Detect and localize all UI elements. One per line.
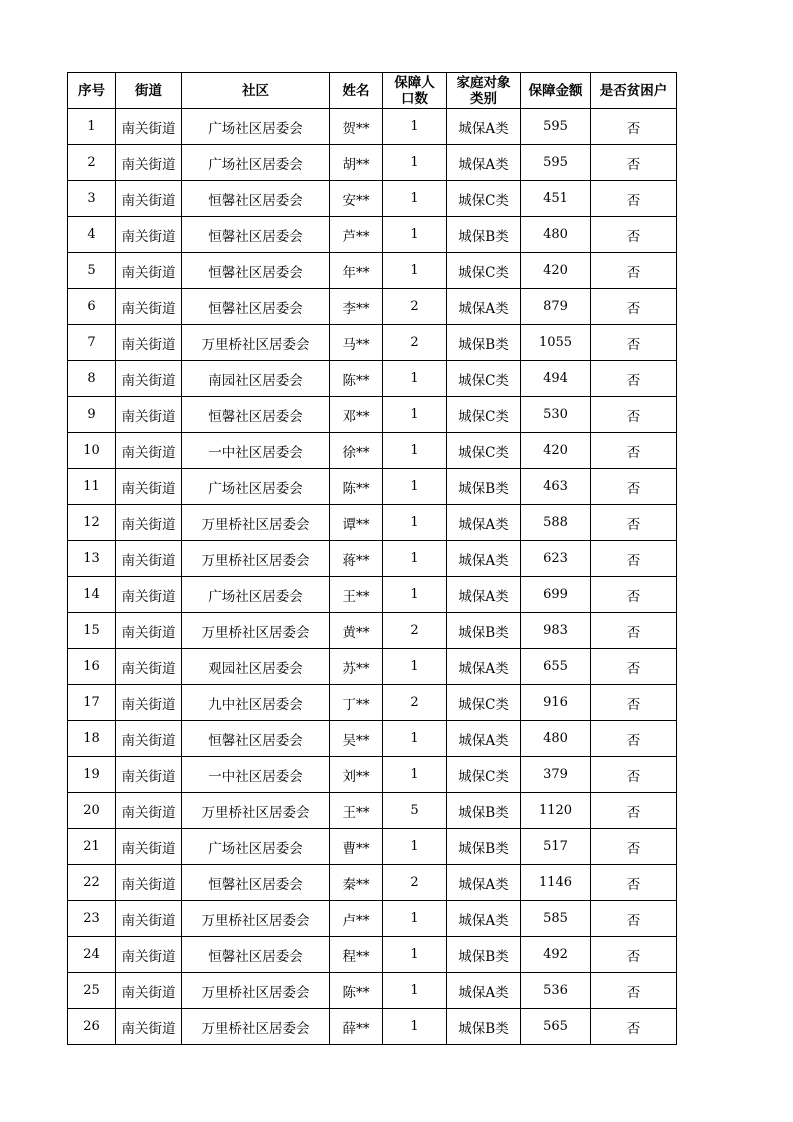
cell-name: 卢** — [330, 901, 383, 937]
cell-index: 3 — [68, 181, 116, 217]
table-row — [68, 757, 677, 793]
cell-covered-persons: 1 — [383, 145, 447, 181]
cell-index: 22 — [68, 865, 116, 901]
cell-household-category: 城保A类 — [447, 649, 521, 685]
cell-index: 11 — [68, 469, 116, 505]
cell-name: 陈** — [330, 973, 383, 1009]
cell-poverty-status: 否 — [591, 685, 677, 721]
cell-amount: 530 — [521, 397, 591, 433]
cell-poverty-status: 否 — [591, 469, 677, 505]
cell-street: 南关街道 — [116, 865, 182, 901]
cell-name: 胡** — [330, 145, 383, 181]
cell-household-category: 城保C类 — [447, 685, 521, 721]
table-row — [68, 469, 677, 505]
cell-amount: 916 — [521, 685, 591, 721]
cell-household-category: 城保C类 — [447, 397, 521, 433]
table-row — [68, 973, 677, 1009]
header-name: 姓名 — [330, 73, 383, 109]
cell-poverty-status: 否 — [591, 361, 677, 397]
cell-household-category: 城保C类 — [447, 181, 521, 217]
cell-street: 南关街道 — [116, 577, 182, 613]
cell-amount: 480 — [521, 217, 591, 253]
cell-index: 15 — [68, 613, 116, 649]
cell-community: 恒馨社区居委会 — [182, 217, 330, 253]
cell-community: 广场社区居委会 — [182, 577, 330, 613]
cell-name: 贺** — [330, 109, 383, 145]
header-street: 街道 — [116, 73, 182, 109]
cell-index: 5 — [68, 253, 116, 289]
cell-community: 恒馨社区居委会 — [182, 397, 330, 433]
cell-name: 王** — [330, 577, 383, 613]
cell-name: 苏** — [330, 649, 383, 685]
table-row — [68, 829, 677, 865]
table-row — [68, 181, 677, 217]
cell-street: 南关街道 — [116, 433, 182, 469]
table-row — [68, 397, 677, 433]
cell-covered-persons: 1 — [383, 109, 447, 145]
cell-covered-persons: 2 — [383, 865, 447, 901]
cell-covered-persons: 2 — [383, 685, 447, 721]
cell-index: 10 — [68, 433, 116, 469]
cell-amount: 565 — [521, 1009, 591, 1045]
cell-index: 16 — [68, 649, 116, 685]
cell-poverty-status: 否 — [591, 973, 677, 1009]
table-row — [68, 217, 677, 253]
cell-household-category: 城保C类 — [447, 433, 521, 469]
cell-covered-persons: 1 — [383, 757, 447, 793]
cell-community: 万里桥社区居委会 — [182, 325, 330, 361]
cell-street: 南关街道 — [116, 145, 182, 181]
cell-covered-persons: 1 — [383, 829, 447, 865]
cell-household-category: 城保A类 — [447, 865, 521, 901]
cell-covered-persons: 2 — [383, 325, 447, 361]
cell-community: 万里桥社区居委会 — [182, 505, 330, 541]
cell-street: 南关街道 — [116, 181, 182, 217]
cell-amount: 463 — [521, 469, 591, 505]
cell-community: 观园社区居委会 — [182, 649, 330, 685]
cell-amount: 1146 — [521, 865, 591, 901]
table-row — [68, 1009, 677, 1045]
cell-poverty-status: 否 — [591, 613, 677, 649]
cell-poverty-status: 否 — [591, 865, 677, 901]
cell-street: 南关街道 — [116, 613, 182, 649]
cell-index: 17 — [68, 685, 116, 721]
cell-index: 26 — [68, 1009, 116, 1045]
header-poverty-status: 是否贫困户 — [591, 73, 677, 109]
cell-poverty-status: 否 — [591, 649, 677, 685]
cell-street: 南关街道 — [116, 829, 182, 865]
table-row — [68, 505, 677, 541]
cell-covered-persons: 1 — [383, 937, 447, 973]
cell-covered-persons: 1 — [383, 217, 447, 253]
cell-poverty-status: 否 — [591, 181, 677, 217]
cell-name: 吴** — [330, 721, 383, 757]
cell-index: 6 — [68, 289, 116, 325]
table-header-row — [68, 73, 677, 109]
cell-community: 九中社区居委会 — [182, 685, 330, 721]
cell-community: 恒馨社区居委会 — [182, 721, 330, 757]
cell-street: 南关街道 — [116, 505, 182, 541]
cell-name: 薛** — [330, 1009, 383, 1045]
cell-name: 蒋** — [330, 541, 383, 577]
cell-amount: 595 — [521, 109, 591, 145]
header-amount: 保障金额 — [521, 73, 591, 109]
cell-community: 万里桥社区居委会 — [182, 541, 330, 577]
cell-amount: 585 — [521, 901, 591, 937]
cell-street: 南关街道 — [116, 757, 182, 793]
cell-name: 丁** — [330, 685, 383, 721]
table-row — [68, 325, 677, 361]
cell-poverty-status: 否 — [591, 937, 677, 973]
cell-covered-persons: 1 — [383, 433, 447, 469]
cell-household-category: 城保B类 — [447, 613, 521, 649]
cell-poverty-status: 否 — [591, 325, 677, 361]
cell-amount: 588 — [521, 505, 591, 541]
cell-name: 安** — [330, 181, 383, 217]
cell-covered-persons: 1 — [383, 253, 447, 289]
cell-index: 21 — [68, 829, 116, 865]
cell-community: 万里桥社区居委会 — [182, 901, 330, 937]
cell-poverty-status: 否 — [591, 901, 677, 937]
cell-community: 一中社区居委会 — [182, 433, 330, 469]
cell-street: 南关街道 — [116, 469, 182, 505]
cell-household-category: 城保A类 — [447, 721, 521, 757]
cell-covered-persons: 1 — [383, 577, 447, 613]
cell-community: 恒馨社区居委会 — [182, 865, 330, 901]
cell-name: 谭** — [330, 505, 383, 541]
cell-community: 广场社区居委会 — [182, 109, 330, 145]
cell-street: 南关街道 — [116, 541, 182, 577]
cell-street: 南关街道 — [116, 253, 182, 289]
cell-community: 恒馨社区居委会 — [182, 289, 330, 325]
cell-amount: 494 — [521, 361, 591, 397]
header-covered-persons: 保障人口数 — [383, 73, 447, 109]
cell-household-category: 城保C类 — [447, 253, 521, 289]
cell-name: 黄** — [330, 613, 383, 649]
cell-poverty-status: 否 — [591, 829, 677, 865]
cell-community: 恒馨社区居委会 — [182, 253, 330, 289]
cell-household-category: 城保A类 — [447, 145, 521, 181]
cell-household-category: 城保B类 — [447, 1009, 521, 1045]
cell-poverty-status: 否 — [591, 109, 677, 145]
cell-covered-persons: 2 — [383, 613, 447, 649]
table-row — [68, 541, 677, 577]
cell-street: 南关街道 — [116, 325, 182, 361]
table-row — [68, 865, 677, 901]
cell-street: 南关街道 — [116, 649, 182, 685]
table-body — [68, 109, 677, 1045]
cell-household-category: 城保A类 — [447, 109, 521, 145]
cell-household-category: 城保A类 — [447, 541, 521, 577]
cell-covered-persons: 1 — [383, 469, 447, 505]
cell-name: 陈** — [330, 361, 383, 397]
cell-covered-persons: 1 — [383, 361, 447, 397]
cell-amount: 517 — [521, 829, 591, 865]
cell-community: 万里桥社区居委会 — [182, 613, 330, 649]
cell-poverty-status: 否 — [591, 397, 677, 433]
cell-community: 南园社区居委会 — [182, 361, 330, 397]
cell-street: 南关街道 — [116, 901, 182, 937]
cell-index: 12 — [68, 505, 116, 541]
cell-name: 芦** — [330, 217, 383, 253]
cell-name: 年** — [330, 253, 383, 289]
cell-community: 一中社区居委会 — [182, 757, 330, 793]
cell-household-category: 城保B类 — [447, 793, 521, 829]
cell-poverty-status: 否 — [591, 505, 677, 541]
cell-index: 7 — [68, 325, 116, 361]
cell-amount: 1120 — [521, 793, 591, 829]
cell-covered-persons: 1 — [383, 505, 447, 541]
table-row — [68, 577, 677, 613]
cell-household-category: 城保A类 — [447, 577, 521, 613]
beneficiary-table — [67, 72, 677, 1045]
cell-index: 14 — [68, 577, 116, 613]
header-index: 序号 — [68, 73, 116, 109]
table-row — [68, 685, 677, 721]
cell-name: 曹** — [330, 829, 383, 865]
cell-covered-persons: 2 — [383, 289, 447, 325]
cell-street: 南关街道 — [116, 793, 182, 829]
table-row — [68, 721, 677, 757]
cell-amount: 1055 — [521, 325, 591, 361]
cell-community: 广场社区居委会 — [182, 469, 330, 505]
cell-household-category: 城保A类 — [447, 505, 521, 541]
cell-name: 程** — [330, 937, 383, 973]
cell-amount: 595 — [521, 145, 591, 181]
cell-street: 南关街道 — [116, 361, 182, 397]
cell-name: 秦** — [330, 865, 383, 901]
cell-community: 恒馨社区居委会 — [182, 181, 330, 217]
cell-community: 广场社区居委会 — [182, 145, 330, 181]
cell-street: 南关街道 — [116, 685, 182, 721]
table-row — [68, 361, 677, 397]
cell-poverty-status: 否 — [591, 577, 677, 613]
cell-poverty-status: 否 — [591, 541, 677, 577]
cell-community: 广场社区居委会 — [182, 829, 330, 865]
cell-name: 王** — [330, 793, 383, 829]
cell-household-category: 城保A类 — [447, 289, 521, 325]
cell-covered-persons: 1 — [383, 901, 447, 937]
cell-household-category: 城保B类 — [447, 829, 521, 865]
cell-poverty-status: 否 — [591, 289, 677, 325]
cell-street: 南关街道 — [116, 109, 182, 145]
cell-index: 9 — [68, 397, 116, 433]
cell-community: 恒馨社区居委会 — [182, 937, 330, 973]
cell-covered-persons: 1 — [383, 397, 447, 433]
cell-community: 万里桥社区居委会 — [182, 793, 330, 829]
cell-amount: 983 — [521, 613, 591, 649]
cell-name: 李** — [330, 289, 383, 325]
cell-household-category: 城保B类 — [447, 325, 521, 361]
cell-amount: 492 — [521, 937, 591, 973]
cell-name: 马** — [330, 325, 383, 361]
header-household-category: 家庭对象类别 — [447, 73, 521, 109]
table-row — [68, 433, 677, 469]
cell-index: 20 — [68, 793, 116, 829]
cell-amount: 623 — [521, 541, 591, 577]
cell-index: 1 — [68, 109, 116, 145]
cell-index: 24 — [68, 937, 116, 973]
cell-poverty-status: 否 — [591, 433, 677, 469]
cell-name: 刘** — [330, 757, 383, 793]
cell-poverty-status: 否 — [591, 145, 677, 181]
cell-amount: 480 — [521, 721, 591, 757]
cell-amount: 699 — [521, 577, 591, 613]
cell-covered-persons: 1 — [383, 181, 447, 217]
cell-name: 邓** — [330, 397, 383, 433]
cell-covered-persons: 1 — [383, 721, 447, 757]
cell-amount: 451 — [521, 181, 591, 217]
table-row — [68, 793, 677, 829]
cell-household-category: 城保A类 — [447, 973, 521, 1009]
cell-household-category: 城保A类 — [447, 901, 521, 937]
cell-index: 13 — [68, 541, 116, 577]
cell-index: 4 — [68, 217, 116, 253]
cell-index: 23 — [68, 901, 116, 937]
cell-household-category: 城保C类 — [447, 757, 521, 793]
cell-covered-persons: 1 — [383, 1009, 447, 1045]
cell-household-category: 城保C类 — [447, 361, 521, 397]
cell-community: 万里桥社区居委会 — [182, 1009, 330, 1045]
cell-covered-persons: 1 — [383, 649, 447, 685]
cell-street: 南关街道 — [116, 397, 182, 433]
cell-amount: 420 — [521, 253, 591, 289]
cell-index: 2 — [68, 145, 116, 181]
cell-household-category: 城保B类 — [447, 937, 521, 973]
cell-street: 南关街道 — [116, 721, 182, 757]
cell-amount: 536 — [521, 973, 591, 1009]
cell-name: 陈** — [330, 469, 383, 505]
cell-name: 徐** — [330, 433, 383, 469]
cell-poverty-status: 否 — [591, 793, 677, 829]
cell-covered-persons: 1 — [383, 973, 447, 1009]
cell-street: 南关街道 — [116, 289, 182, 325]
cell-index: 19 — [68, 757, 116, 793]
cell-household-category: 城保B类 — [447, 217, 521, 253]
cell-amount: 879 — [521, 289, 591, 325]
cell-street: 南关街道 — [116, 217, 182, 253]
cell-covered-persons: 1 — [383, 541, 447, 577]
table-row — [68, 613, 677, 649]
table-row — [68, 109, 677, 145]
cell-street: 南关街道 — [116, 973, 182, 1009]
cell-poverty-status: 否 — [591, 1009, 677, 1045]
table-row — [68, 145, 677, 181]
table-row — [68, 649, 677, 685]
table-row — [68, 937, 677, 973]
cell-community: 万里桥社区居委会 — [182, 973, 330, 1009]
cell-household-category: 城保B类 — [447, 469, 521, 505]
cell-street: 南关街道 — [116, 937, 182, 973]
cell-street: 南关街道 — [116, 1009, 182, 1045]
table-row — [68, 901, 677, 937]
cell-poverty-status: 否 — [591, 721, 677, 757]
cell-poverty-status: 否 — [591, 757, 677, 793]
cell-amount: 420 — [521, 433, 591, 469]
cell-covered-persons: 5 — [383, 793, 447, 829]
cell-poverty-status: 否 — [591, 217, 677, 253]
table-row — [68, 289, 677, 325]
header-community: 社区 — [182, 73, 330, 109]
table-row — [68, 253, 677, 289]
cell-index: 25 — [68, 973, 116, 1009]
cell-poverty-status: 否 — [591, 253, 677, 289]
cell-index: 18 — [68, 721, 116, 757]
cell-amount: 379 — [521, 757, 591, 793]
cell-index: 8 — [68, 361, 116, 397]
cell-amount: 655 — [521, 649, 591, 685]
